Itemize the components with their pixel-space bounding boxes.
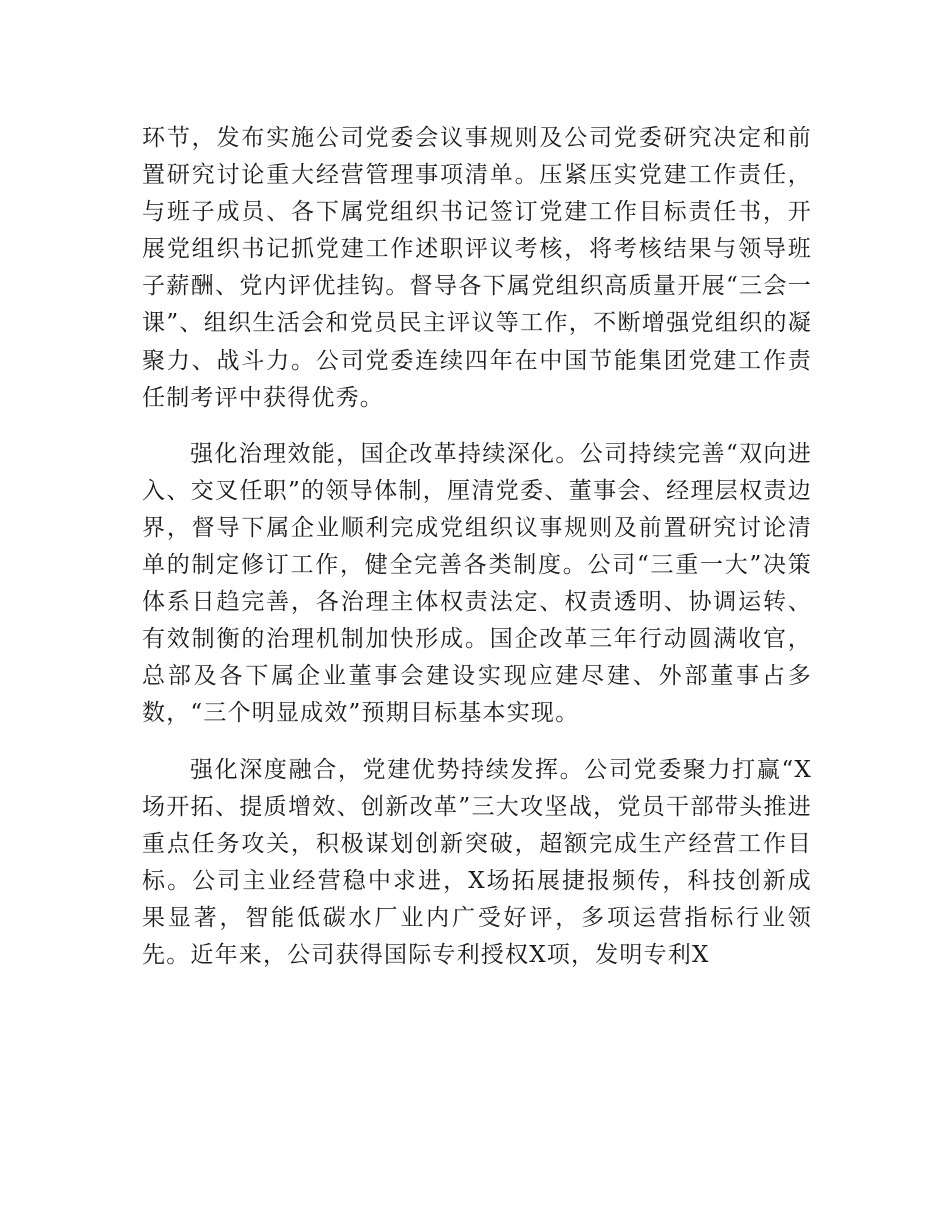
paragraph-1: 环节，发布实施公司党委会议事规则及公司党委研究决定和前置研究讨论重大经营管理事项清单。压紧压实党建工作责任，与班子成员、各下属党组织书记签订党建工作目标责任书，开展党组织书记抓党建工作述职评议考核，将考核结果与领导班子薪酬、党内评优挂钩。督导各下属党组织高质量开展“三会一课”、组织生活会和党员民主评议等工作，不断增强党组织的凝聚力、战斗力。公司党委连续四年在中国节能集团党建工作责任制考评中获得优秀。 — [142, 125, 812, 411]
paragraph-gap — [142, 733, 812, 752]
paragraph-3: 强化深度融合，党建优势持续发挥。公司党委聚力打赢“X场开拓、提质增效、创新改革”三大攻坚战，党员干部带头推进重点任务攻关，积极谋划创新突破，超额完成生产经营工作目标。公司主业经营稳中求进，X场拓展捷报频传，科技创新成果显著，智能低碳水厂业内广受好评，多项运营指标行业领先。近年来，公司获得国际专利授权X项，发明专利X — [142, 756, 812, 968]
document-body — [142, 120, 812, 974]
paragraph-gap — [142, 417, 812, 436]
paragraph-2: 强化治理效能，国企改革持续深化。公司持续完善“双向进入、交叉任职”的领导体制，厘清党委、董事会、经理层权责边界，督导下属企业顺利完成党组织议事规则及前置研究讨论清单的制定修订工作，健全完善各类制度。公司“三重一大”决策体系日趋完善，各治理主体权责法定、权责透明、协调运转、有效制衡的治理机制加快形成。国企改革三年行动圆满收官，总部及各下属企业董事会建设实现应建尽建、外部董事占多数，“三个明显成效”预期目标基本实现。 — [142, 440, 812, 727]
